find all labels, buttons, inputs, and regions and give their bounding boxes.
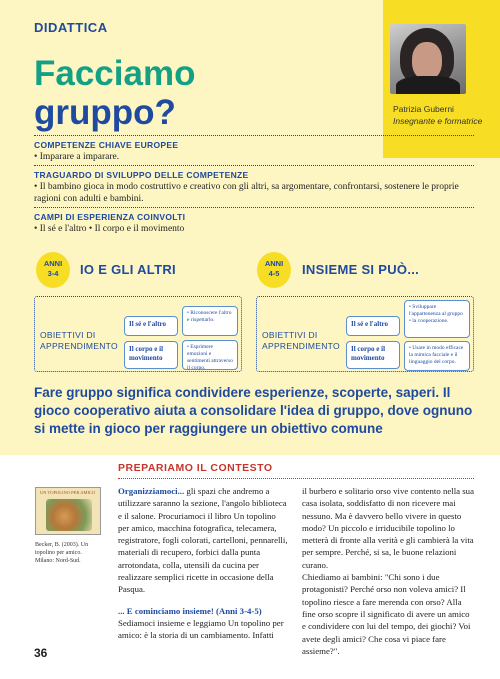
book-cover-image: [35, 487, 101, 535]
key-statement: Fare gruppo significa condividere esperienze, scoperte, saperi. Il gioco cooperativo aiuta a consolidare l'idea di gruppo, dove ognuno si mette in gioco per raggiungere un obiettivo comune: [34, 385, 473, 436]
field-box: Il sé e l'altro: [124, 316, 178, 336]
article-column-1: [118, 485, 288, 642]
competence-text: • Il sé e l'altro • Il corpo e il movimento: [34, 224, 185, 234]
group-title: INSIEME SI PUÒ...: [302, 262, 420, 277]
paragraph-text: gli spazi che andremo a utilizzare saranno la sezione, l'angolo biblioteca e il salone. Procuriamoci il libro Un topolino per amico, macchina fotografica, telecamera, registratore, fogli colorati, cartelloni, pennarelli, materiali di recupero, forbici dalla punta arrotondata, colla, utensili da cucina per realizzare semplici ricette in occasione della Pasqua.: [118, 486, 288, 595]
age-word: ANNI: [43, 259, 63, 268]
competence-block: [34, 165, 474, 205]
competence-block: [34, 135, 474, 163]
field-box: Il sé e l'altro: [346, 316, 400, 336]
section-label: DIDATTICA: [34, 20, 108, 35]
competence-heading: TRAGUARDO DI SVILUPPO DELLE COMPETENZE: [34, 170, 249, 180]
objective-item: • Usare in modo efficace la mimica facciale e il linguaggio del corpo.: [404, 341, 470, 371]
paragraph-lead: ... E cominciamo insieme! (Anni 3-4-5): [118, 605, 262, 616]
age-range: 3-4: [47, 269, 59, 278]
paragraph-lead: Organizziamoci...: [118, 486, 185, 496]
group-title: IO E GLI ALTRI: [80, 262, 176, 277]
age-badge: [257, 252, 291, 288]
objectives-label: OBIETTIVI DI APPRENDIMENTO: [40, 330, 118, 351]
objective-item: • Esprimere emozioni e sentimenti attraverso il corpo.: [182, 340, 238, 370]
field-box: Il corpo e il movimento: [124, 341, 178, 369]
competence-block: [34, 207, 474, 235]
paragraph: il burbero e solitario orso vive contento nella sua casa isolata, soddisfatto di non ricevere mai nessuno. Ma è davvero bello vivere in questo modo? Un piccolo e irriducibile topolino lo metterà di fronte alla verità e gli cambierà la vita per sempre. Perché, si sa, le buone relazioni curano.: [302, 486, 474, 570]
paragraph: [118, 605, 288, 642]
page-number: 36: [34, 646, 48, 660]
age-word: ANNI: [264, 259, 284, 268]
author-name: Patrizia Guberni: [393, 104, 454, 114]
field-box: Il corpo e il movimento: [346, 341, 400, 369]
competence-text: • Imparare a imparare.: [34, 152, 120, 162]
paragraph: Chiediamo ai bambini: "Chi sono i due protagonisti? Perché orso non voleva amici? Il topolino riesce a fare merenda con orso? Alla fine orso scopre il significato di avere un amico e condividere con lui del tempo, dei giochi? Voi avete degli amici? Che cosa vi piace fare assieme?".: [302, 572, 471, 656]
objectives-label: OBIETTIVI DI APPRENDIMENTO: [262, 330, 340, 351]
objective-item: • Sviluppare l'appartenenza al gruppo • la cooperazione.: [404, 300, 470, 338]
page-title: [34, 54, 195, 132]
author-role: Insegnante e formatrice: [393, 116, 483, 126]
competence-heading: CAMPI DI ESPERIENZA COINVOLTI: [34, 212, 186, 222]
age-badge: [36, 252, 70, 288]
book-cover-illustration: [46, 499, 92, 531]
book-reference: Becker, B. (2003). Un topolino per amico. Milano: Nord-Sud.: [35, 542, 89, 564]
paragraph-text: Sediamoci insieme e leggiamo Un topolino per amico: è la storia di un cambiamento. Infatti: [118, 617, 284, 641]
title-line-2: gruppo?: [34, 93, 176, 132]
title-line-1: Facciamo: [34, 54, 196, 93]
objective-item: • Riconoscere l'altro e rispettarlo.: [182, 306, 238, 336]
competence-text: • Il bambino gioca in modo costruttivo e creativo con gli altri, sa argomentare, confrontarsi, sostenere le proprie ragioni con adulti e bambini.: [34, 182, 459, 204]
article-column-2: [302, 485, 474, 657]
age-range: 4-5: [268, 269, 280, 278]
author-photo: [390, 24, 466, 94]
article-heading: PREPARIAMO IL CONTESTO: [118, 462, 273, 474]
book-cover-title: UN TOPOLINO PER AMICO: [40, 490, 96, 495]
heading-rule: [118, 478, 474, 479]
competence-heading: COMPETENZE CHIAVE EUROPEE: [34, 140, 179, 150]
paragraph: [118, 485, 288, 596]
